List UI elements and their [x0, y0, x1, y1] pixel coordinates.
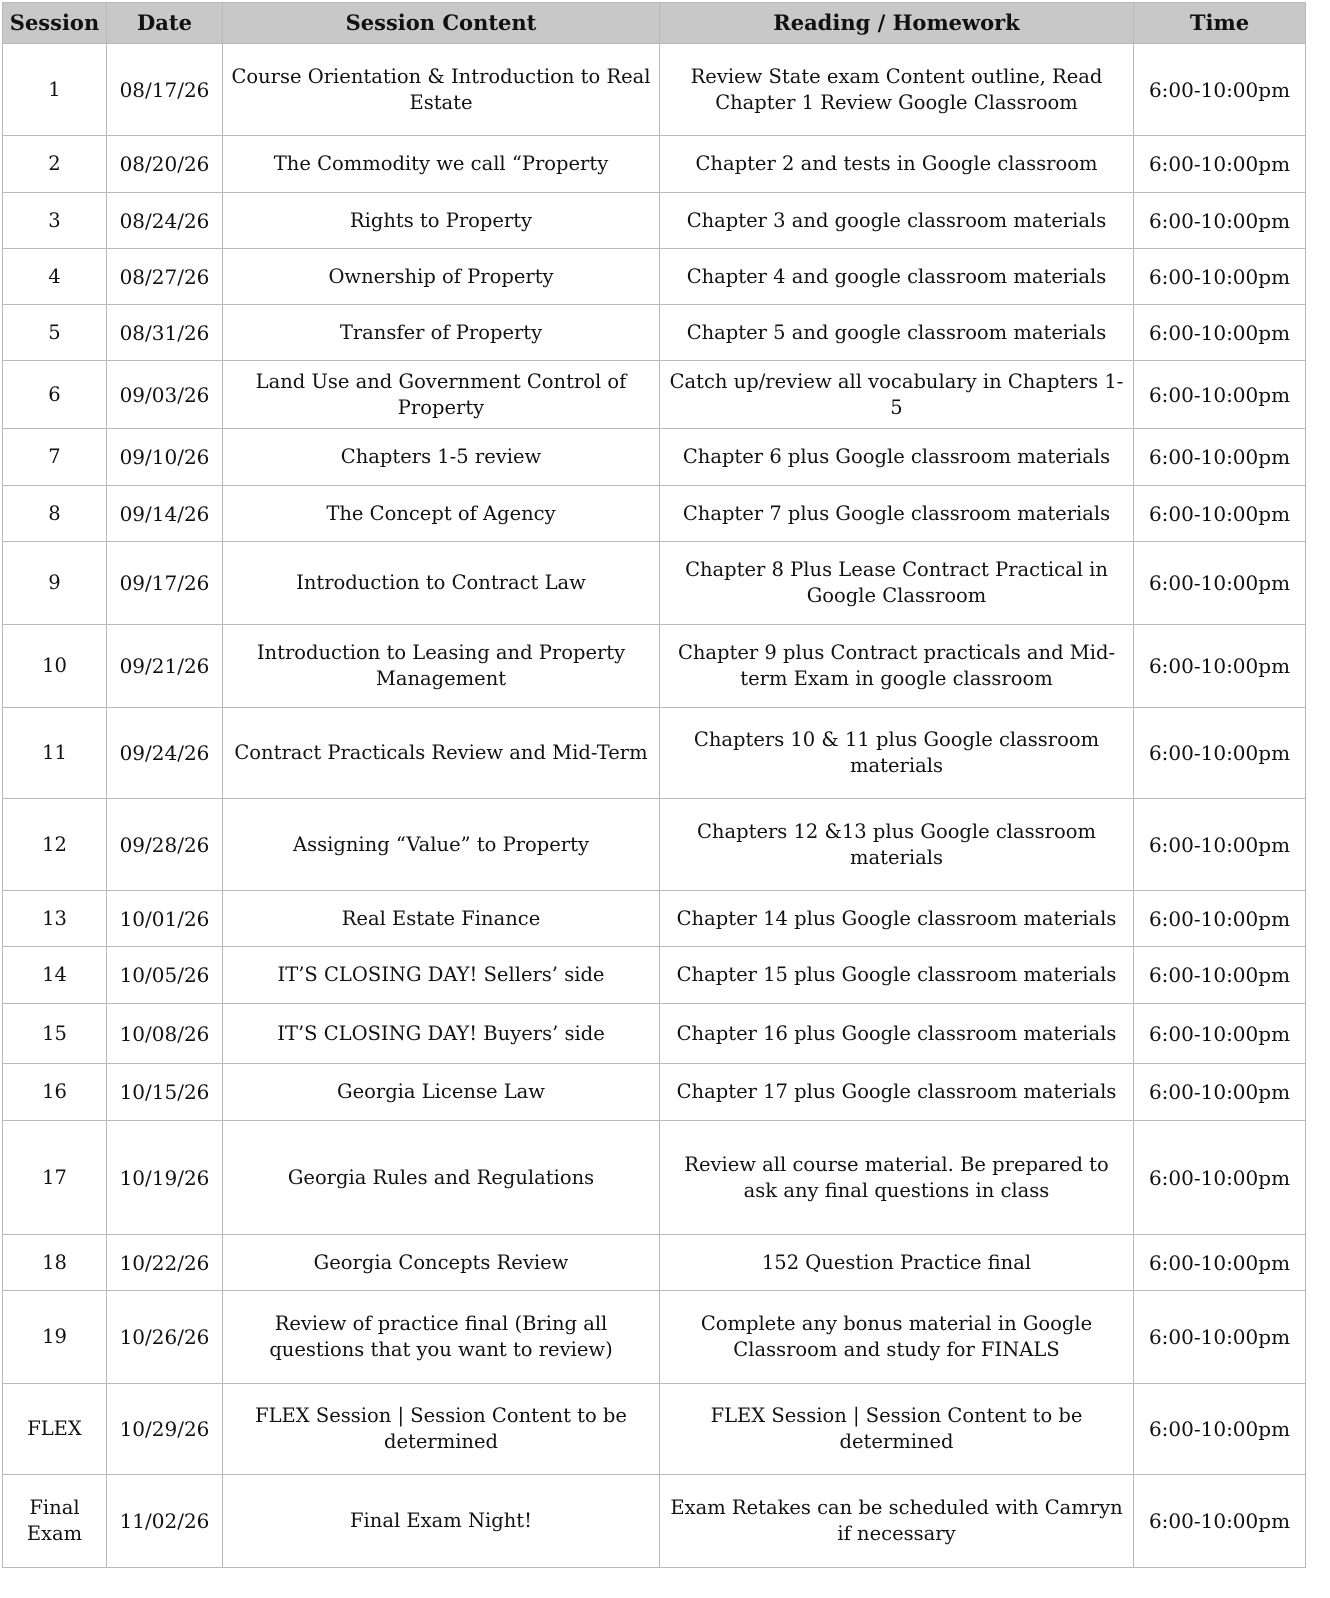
- homework-cell: Chapter 6 plus Google classroom materials: [660, 429, 1134, 486]
- homework-cell: Chapter 16 plus Google classroom materials: [660, 1004, 1134, 1064]
- homework-cell: Complete any bonus material in Google Classroom and study for FINALS: [660, 1291, 1134, 1384]
- homework-cell: Catch up/review all vocabulary in Chapters 1-5: [660, 361, 1134, 429]
- date-cell: 08/17/26: [107, 44, 223, 136]
- homework-cell: Chapter 8 Plus Lease Contract Practical in Google Classroom: [660, 542, 1134, 625]
- table-row: [3, 1291, 1306, 1384]
- session-cell: 10: [3, 625, 107, 708]
- session-cell: 14: [3, 947, 107, 1004]
- header-row: [3, 3, 1306, 44]
- session-cell: Final Exam: [3, 1475, 107, 1568]
- session-cell: 11: [3, 708, 107, 799]
- homework-cell: Chapters 10 & 11 plus Google classroom materials: [660, 708, 1134, 799]
- homework-cell: Chapter 4 and google classroom materials: [660, 249, 1134, 305]
- date-cell: 08/24/26: [107, 193, 223, 249]
- date-cell: 10/05/26: [107, 947, 223, 1004]
- time-cell: 6:00-10:00pm: [1134, 1291, 1306, 1384]
- time-cell: 6:00-10:00pm: [1134, 305, 1306, 361]
- content-cell: IT’S CLOSING DAY! Buyers’ side: [223, 1004, 660, 1064]
- table-row: [3, 486, 1306, 542]
- homework-cell: Chapter 5 and google classroom materials: [660, 305, 1134, 361]
- time-cell: 6:00-10:00pm: [1134, 361, 1306, 429]
- time-cell: 6:00-10:00pm: [1134, 1064, 1306, 1121]
- homework-cell: Chapter 15 plus Google classroom materials: [660, 947, 1134, 1004]
- table-row: [3, 1235, 1306, 1291]
- content-cell: IT’S CLOSING DAY! Sellers’ side: [223, 947, 660, 1004]
- content-cell: Transfer of Property: [223, 305, 660, 361]
- date-cell: 10/29/26: [107, 1384, 223, 1475]
- content-cell: Land Use and Government Control of Property: [223, 361, 660, 429]
- table-row: [3, 249, 1306, 305]
- content-cell: Introduction to Leasing and Property Management: [223, 625, 660, 708]
- table-row: [3, 947, 1306, 1004]
- date-cell: 10/22/26: [107, 1235, 223, 1291]
- table-row: [3, 625, 1306, 708]
- date-cell: 09/03/26: [107, 361, 223, 429]
- homework-cell: Chapter 7 plus Google classroom materials: [660, 486, 1134, 542]
- homework-cell: Chapter 2 and tests in Google classroom: [660, 136, 1134, 193]
- time-cell: 6:00-10:00pm: [1134, 891, 1306, 947]
- content-cell: Assigning “Value” to Property: [223, 799, 660, 891]
- date-cell: 10/15/26: [107, 1064, 223, 1121]
- table-row: [3, 1004, 1306, 1064]
- header-session-content: Session Content: [223, 3, 660, 44]
- date-cell: 11/02/26: [107, 1475, 223, 1568]
- content-cell: Real Estate Finance: [223, 891, 660, 947]
- content-cell: Contract Practicals Review and Mid-Term: [223, 708, 660, 799]
- session-cell: 16: [3, 1064, 107, 1121]
- table-row: [3, 799, 1306, 891]
- content-cell: The Commodity we call “Property: [223, 136, 660, 193]
- session-cell: 7: [3, 429, 107, 486]
- homework-cell: Review all course material. Be prepared to ask any final questions in class: [660, 1121, 1134, 1235]
- session-cell: 18: [3, 1235, 107, 1291]
- table-row: [3, 708, 1306, 799]
- session-cell: 4: [3, 249, 107, 305]
- session-cell: 13: [3, 891, 107, 947]
- content-cell: Georgia Rules and Regulations: [223, 1121, 660, 1235]
- time-cell: 6:00-10:00pm: [1134, 1235, 1306, 1291]
- date-cell: 10/08/26: [107, 1004, 223, 1064]
- time-cell: 6:00-10:00pm: [1134, 625, 1306, 708]
- time-cell: 6:00-10:00pm: [1134, 708, 1306, 799]
- content-cell: Final Exam Night!: [223, 1475, 660, 1568]
- session-cell: 19: [3, 1291, 107, 1384]
- homework-cell: FLEX Session | Session Content to be determined: [660, 1384, 1134, 1475]
- homework-cell: Chapter 17 plus Google classroom materials: [660, 1064, 1134, 1121]
- header-session: Session: [3, 3, 107, 44]
- time-cell: 6:00-10:00pm: [1134, 1475, 1306, 1568]
- session-cell: 2: [3, 136, 107, 193]
- table-row: [3, 1384, 1306, 1475]
- time-cell: 6:00-10:00pm: [1134, 44, 1306, 136]
- session-cell: 17: [3, 1121, 107, 1235]
- content-cell: The Concept of Agency: [223, 486, 660, 542]
- session-cell: FLEX: [3, 1384, 107, 1475]
- session-cell: 5: [3, 305, 107, 361]
- homework-cell: Chapter 14 plus Google classroom materials: [660, 891, 1134, 947]
- time-cell: 6:00-10:00pm: [1134, 193, 1306, 249]
- time-cell: 6:00-10:00pm: [1134, 947, 1306, 1004]
- session-cell: 8: [3, 486, 107, 542]
- table-row: [3, 891, 1306, 947]
- session-cell: 15: [3, 1004, 107, 1064]
- time-cell: 6:00-10:00pm: [1134, 542, 1306, 625]
- header-date: Date: [107, 3, 223, 44]
- header-time: Time: [1134, 3, 1306, 44]
- date-cell: 08/31/26: [107, 305, 223, 361]
- content-cell: FLEX Session | Session Content to be determined: [223, 1384, 660, 1475]
- time-cell: 6:00-10:00pm: [1134, 136, 1306, 193]
- table-row: [3, 429, 1306, 486]
- time-cell: 6:00-10:00pm: [1134, 799, 1306, 891]
- table-row: [3, 193, 1306, 249]
- session-cell: 1: [3, 44, 107, 136]
- date-cell: 10/26/26: [107, 1291, 223, 1384]
- homework-cell: Chapter 9 plus Contract practicals and Mid-term Exam in google classroom: [660, 625, 1134, 708]
- time-cell: 6:00-10:00pm: [1134, 486, 1306, 542]
- date-cell: 09/17/26: [107, 542, 223, 625]
- content-cell: Georgia License Law: [223, 1064, 660, 1121]
- table-row: [3, 542, 1306, 625]
- header-reading-homework: Reading / Homework: [660, 3, 1134, 44]
- session-cell: 6: [3, 361, 107, 429]
- homework-cell: Chapter 3 and google classroom materials: [660, 193, 1134, 249]
- time-cell: 6:00-10:00pm: [1134, 249, 1306, 305]
- date-cell: 09/21/26: [107, 625, 223, 708]
- content-cell: Georgia Concepts Review: [223, 1235, 660, 1291]
- date-cell: 08/20/26: [107, 136, 223, 193]
- homework-cell: Chapters 12 &13 plus Google classroom materials: [660, 799, 1134, 891]
- course-schedule-table: [2, 2, 1306, 1568]
- date-cell: 10/19/26: [107, 1121, 223, 1235]
- homework-cell: 152 Question Practice final: [660, 1235, 1134, 1291]
- content-cell: Introduction to Contract Law: [223, 542, 660, 625]
- content-cell: Review of practice final (Bring all questions that you want to review): [223, 1291, 660, 1384]
- date-cell: 09/14/26: [107, 486, 223, 542]
- homework-cell: Exam Retakes can be scheduled with Camryn if necessary: [660, 1475, 1134, 1568]
- session-cell: 9: [3, 542, 107, 625]
- table-row: [3, 44, 1306, 136]
- content-cell: Rights to Property: [223, 193, 660, 249]
- homework-cell: Review State exam Content outline, Read Chapter 1 Review Google Classroom: [660, 44, 1134, 136]
- date-cell: 08/27/26: [107, 249, 223, 305]
- table-row: [3, 1121, 1306, 1235]
- content-cell: Chapters 1-5 review: [223, 429, 660, 486]
- session-cell: 12: [3, 799, 107, 891]
- table-row: [3, 1475, 1306, 1568]
- date-cell: 09/10/26: [107, 429, 223, 486]
- content-cell: Ownership of Property: [223, 249, 660, 305]
- time-cell: 6:00-10:00pm: [1134, 1121, 1306, 1235]
- time-cell: 6:00-10:00pm: [1134, 1004, 1306, 1064]
- table-row: [3, 136, 1306, 193]
- date-cell: 09/28/26: [107, 799, 223, 891]
- content-cell: Course Orientation & Introduction to Real Estate: [223, 44, 660, 136]
- date-cell: 09/24/26: [107, 708, 223, 799]
- table-row: [3, 305, 1306, 361]
- time-cell: 6:00-10:00pm: [1134, 1384, 1306, 1475]
- session-cell: 3: [3, 193, 107, 249]
- time-cell: 6:00-10:00pm: [1134, 429, 1306, 486]
- table-row: [3, 1064, 1306, 1121]
- table-row: [3, 361, 1306, 429]
- date-cell: 10/01/26: [107, 891, 223, 947]
